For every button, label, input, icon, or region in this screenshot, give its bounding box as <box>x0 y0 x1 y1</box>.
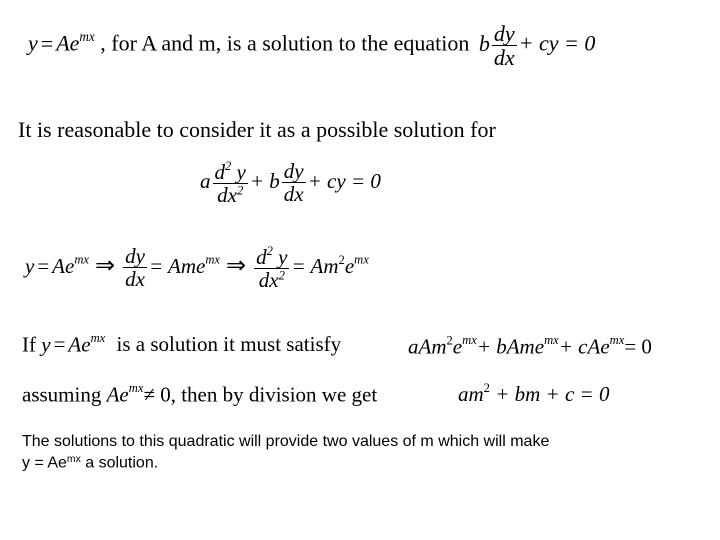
var-e: e <box>452 334 463 359</box>
frac-denominator <box>257 269 287 291</box>
implies-arrow-icon: ⇒ <box>95 250 116 279</box>
characteristic-equation <box>458 382 609 405</box>
plus-bAme: + bAme <box>476 334 545 359</box>
d: d <box>214 159 225 184</box>
frac-numerator: dy <box>283 159 304 184</box>
power-2: 2 <box>446 333 453 348</box>
frac-numerator: dy <box>493 21 515 46</box>
if-text: If <box>22 332 42 357</box>
aAm: aAm <box>408 334 447 359</box>
second-derivative <box>213 160 248 206</box>
division-line <box>22 382 377 405</box>
var-A: A <box>56 30 70 56</box>
am: am <box>458 381 484 406</box>
note-prefix: y = Ae <box>22 454 67 472</box>
exponent-mx: mx <box>544 333 559 347</box>
eq-Ame: = Ame <box>148 253 206 278</box>
power-2: 2 <box>266 244 273 258</box>
frac-numerator: dy <box>125 244 145 269</box>
equals-sign: = <box>37 253 50 278</box>
reasonable-line <box>18 119 496 141</box>
Ae: Ae <box>52 253 75 278</box>
frac-denominator: dx <box>493 45 515 71</box>
definition-line <box>28 22 595 69</box>
frac-denominator: dx <box>283 182 304 207</box>
power-2: 2 <box>225 159 232 173</box>
var-y: y <box>28 30 38 56</box>
division-text: then by division we get <box>175 382 378 407</box>
exponent-mx: mx <box>74 252 90 267</box>
Ae: Ae <box>68 332 91 357</box>
note-line-2 <box>22 453 702 475</box>
implies-arrow-icon: ⇒ <box>226 250 247 279</box>
assuming-text: assuming <box>22 382 107 407</box>
exponent-mx: mx <box>128 381 144 395</box>
d: d <box>256 244 267 269</box>
must-satisfy-text: is a solution it must satisfy <box>116 332 342 357</box>
note-line-1: The solutions to this quadratic will provide two values of m which will make <box>22 433 550 450</box>
Ae: Ae <box>106 382 129 407</box>
exponent-mx: mx <box>609 333 625 347</box>
plus-cy-zero: + cy = 0 <box>307 168 381 193</box>
var-y: y <box>41 332 51 357</box>
not-equal-zero: ≠ 0, <box>143 382 176 407</box>
var-b: b <box>478 30 490 56</box>
equals-sign: = <box>53 332 66 357</box>
plus-cy-zero: + cy = 0 <box>518 30 596 56</box>
var-y: y <box>25 253 35 278</box>
reasonable-text: It is reasonable to consider it as a possible solution for <box>18 117 496 142</box>
equals-sign: = <box>40 30 54 56</box>
conclusion-note <box>22 432 702 474</box>
substituted-equation <box>408 334 652 357</box>
var-e: e <box>69 30 80 56</box>
second-order-ode <box>200 160 381 206</box>
exponent-mx: mx <box>462 333 477 347</box>
eq-zero: = 0 <box>624 334 652 359</box>
dx: dx <box>258 267 279 292</box>
exponent-mx: mx <box>66 453 81 465</box>
plus-b: + b <box>249 168 280 193</box>
eq-Am: = Am <box>291 253 339 278</box>
frac-numerator <box>254 245 289 268</box>
exponent-mx: mx <box>354 252 369 267</box>
definition-text: for A and m, is a solution to the equation <box>105 30 470 56</box>
substitution-line <box>22 332 341 355</box>
y: y <box>231 159 246 184</box>
power-2: 2 <box>483 381 490 395</box>
derivative-chain <box>25 245 369 291</box>
power-2: 2 <box>338 252 345 267</box>
frac-denominator: dx <box>125 267 145 292</box>
var-a: a <box>200 168 211 193</box>
power-2: 2 <box>236 183 244 198</box>
power-2: 2 <box>278 268 285 283</box>
exponent-mx: mx <box>90 331 106 345</box>
comma: , <box>94 30 106 56</box>
second-derivative <box>254 245 289 291</box>
first-derivative <box>123 245 147 290</box>
frac-denominator <box>215 184 245 206</box>
derivative-dy-dx <box>492 22 517 69</box>
frac-numerator <box>213 160 248 183</box>
bm-c-zero: + bm + c = 0 <box>489 381 610 406</box>
exponent-mx: mx <box>79 28 95 44</box>
dx: dx <box>217 182 237 207</box>
var-e: e <box>344 253 355 278</box>
plus-cAe: + cAe <box>558 334 610 359</box>
exponent-mx: mx <box>205 252 220 267</box>
y: y <box>272 244 288 269</box>
note-suffix: a solution. <box>80 454 159 472</box>
first-derivative <box>282 160 306 205</box>
